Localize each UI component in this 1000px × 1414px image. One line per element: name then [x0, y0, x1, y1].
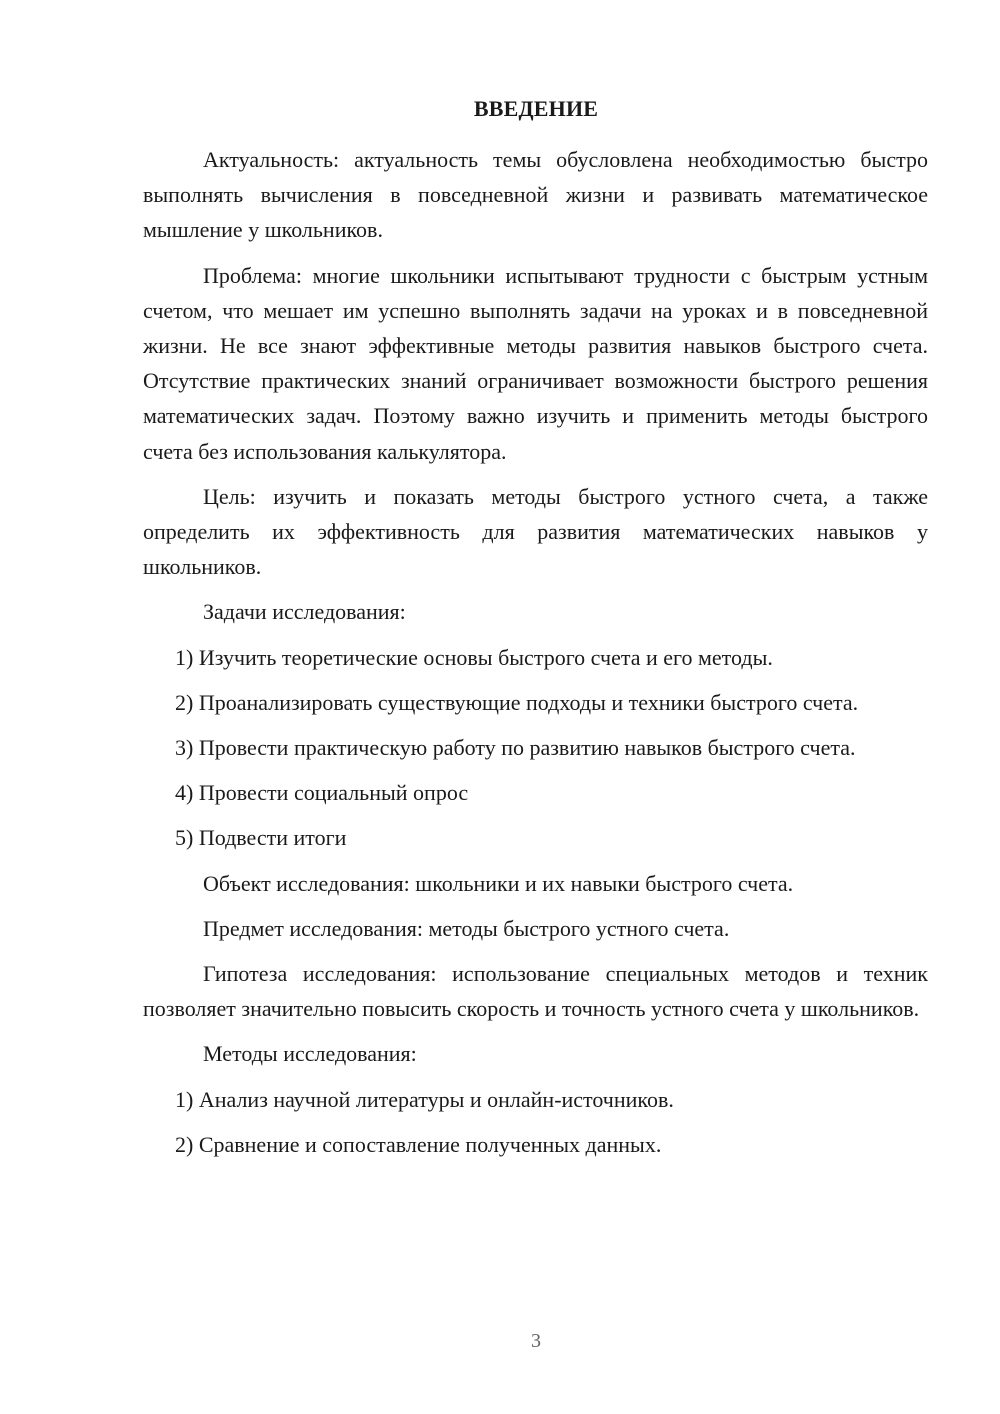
task-item: 3) Провести практическую работу по развитию навыков быстрого счета.: [175, 735, 856, 761]
paragraph-subject: Предмет исследования: методы быстрого устного счета.: [203, 915, 730, 941]
methods-heading: Методы исследования:: [203, 1041, 417, 1067]
task-item: 4) Провести социальный опрос: [175, 780, 469, 806]
task-item: 2) Проанализировать существующие подходы и техники быстрого счета.: [175, 689, 859, 715]
page-number: 3: [531, 1330, 541, 1352]
document-body: [143, 142, 928, 1172]
paragraph-relevance: Актуальность: актуальность темы обусловлена необходимостью быстро выполнять вычисления в повседневной жизни и развивать математическое мышление у школьников.: [143, 147, 928, 243]
tasks-heading: Задачи исследования:: [203, 599, 406, 625]
paragraph-problem: Проблема: многие школьники испытывают трудности с быстрым устным счетом, что мешает им успешно выполнять задачи на уроках и в повседневной жизни. Не все знают эффективные методы развития навыков быстрого счета. Отсутствие практических знаний ограничивает возможности быстрого решения математических задач. Поэтому важно изучить и применить методы быстрого счета без использования калькулятора.: [143, 262, 928, 464]
page-title: ВВЕДЕНИЕ: [473, 96, 599, 121]
method-item: 1) Анализ научной литературы и онлайн-источников.: [175, 1086, 674, 1112]
method-item: 2) Сравнение и сопоставление полученных данных.: [175, 1131, 662, 1157]
task-item: 1) Изучить теоретические основы быстрого счета и его методы.: [175, 644, 773, 670]
paragraph-goal: Цель: изучить и показать методы быстрого устного счета, а также определить их эффективность для развития математических навыков у школьников.: [143, 483, 928, 580]
paragraph-hypothesis: Гипотеза исследования: использование специальных методов и техник позволяет значительно повысить скорость и точность устного счета у школьников.: [143, 961, 928, 1022]
paragraph-object: Объект исследования: школьники и их навыки быстрого счета.: [203, 870, 794, 896]
task-item: 5) Подвести итоги: [175, 825, 347, 851]
